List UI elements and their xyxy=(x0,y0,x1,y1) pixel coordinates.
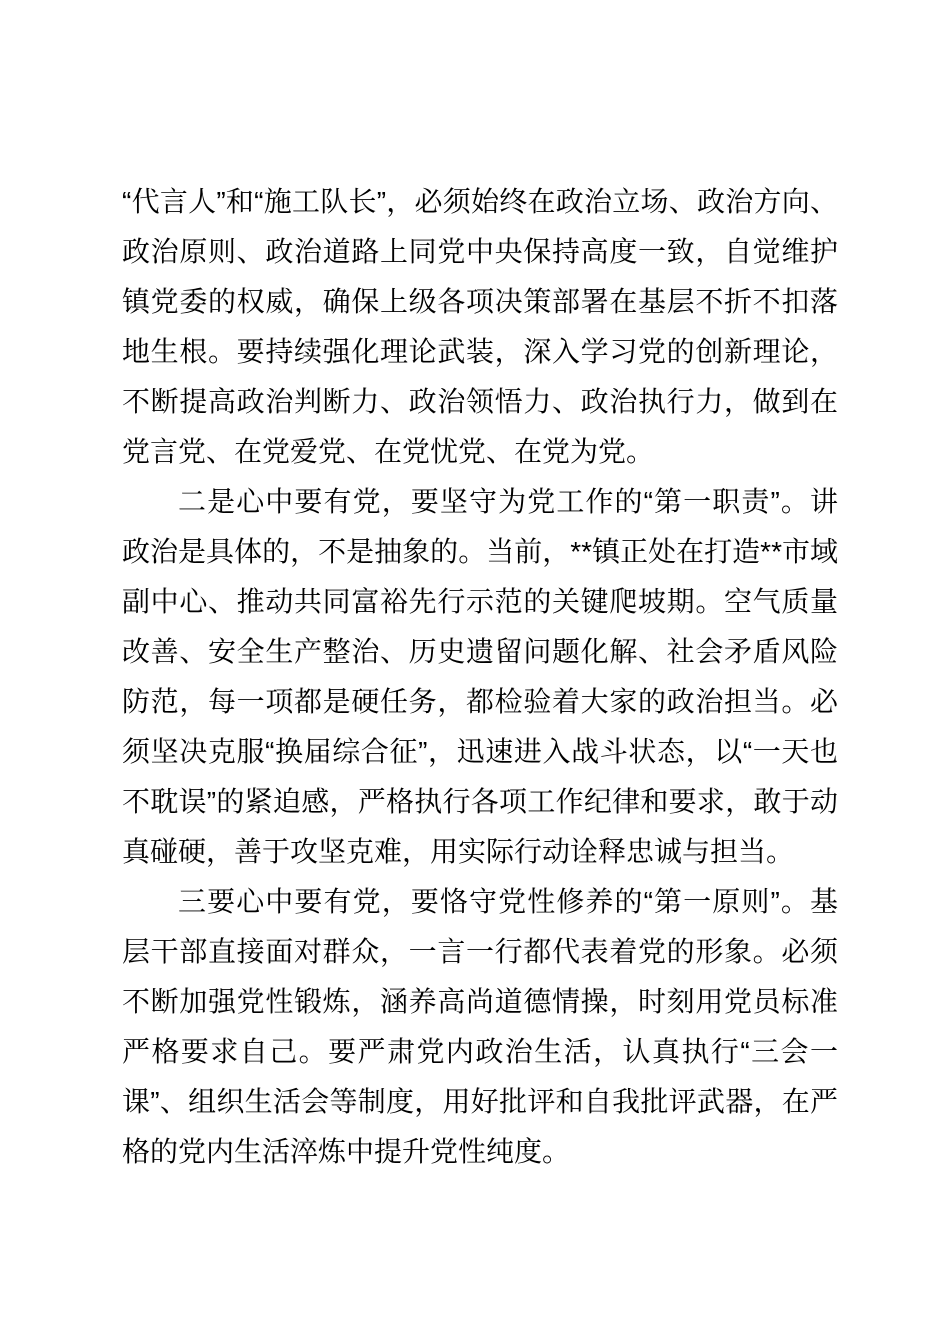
paragraph-continuation: “代言人”和“施工队长”，必须始终在政治立场、政治方向、政治原则、政治道路上同党中央保持高度一致，自觉维护镇党委的权威，确保上级各项决策部署在基层不折不扣落地生根。要持续强化理论武装，深入学习党的创新理论，不断提高政治判断力、政治领悟力、政治执行力，做到在党言党、在党爱党、在党忧党、在党为党。 xyxy=(122,186,838,467)
paragraph-point-three: 三要心中要有党，要恪守党性修养的“第一原则”。基层干部直接面对群众，一言一行都代表着党的形象。必须不断加强党性锻炼，涵养高尚道德情操，时刻用党员标准严格要求自己。要严肃党内政治生活，认真执行“三会一课”、组织生活会等制度，用好批评和自我批评武器，在严格的党内生活淬炼中提升党性纯度。 xyxy=(122,886,838,1167)
paragraph-point-two: 二是心中要有党，要坚守为党工作的“第一职责”。讲政治是具体的，不是抽象的。当前，**镇正处在打造**市域副中心、推动共同富裕先行示范的关键爬坡期。空气质量改善、安全生产整治、历史遗留问题化解、社会矛盾风险防范，每一项都是硬任务，都检验着大家的政治担当。必须坚决克服“换届综合征”，迅速进入战斗状态，以“一天也不耽误”的紧迫感，严格执行各项工作纪律和要求，敢于动真碰硬，善于攻坚克难，用实际行动诠释忠诚与担当。 xyxy=(122,486,838,867)
document-body xyxy=(122,177,838,1177)
